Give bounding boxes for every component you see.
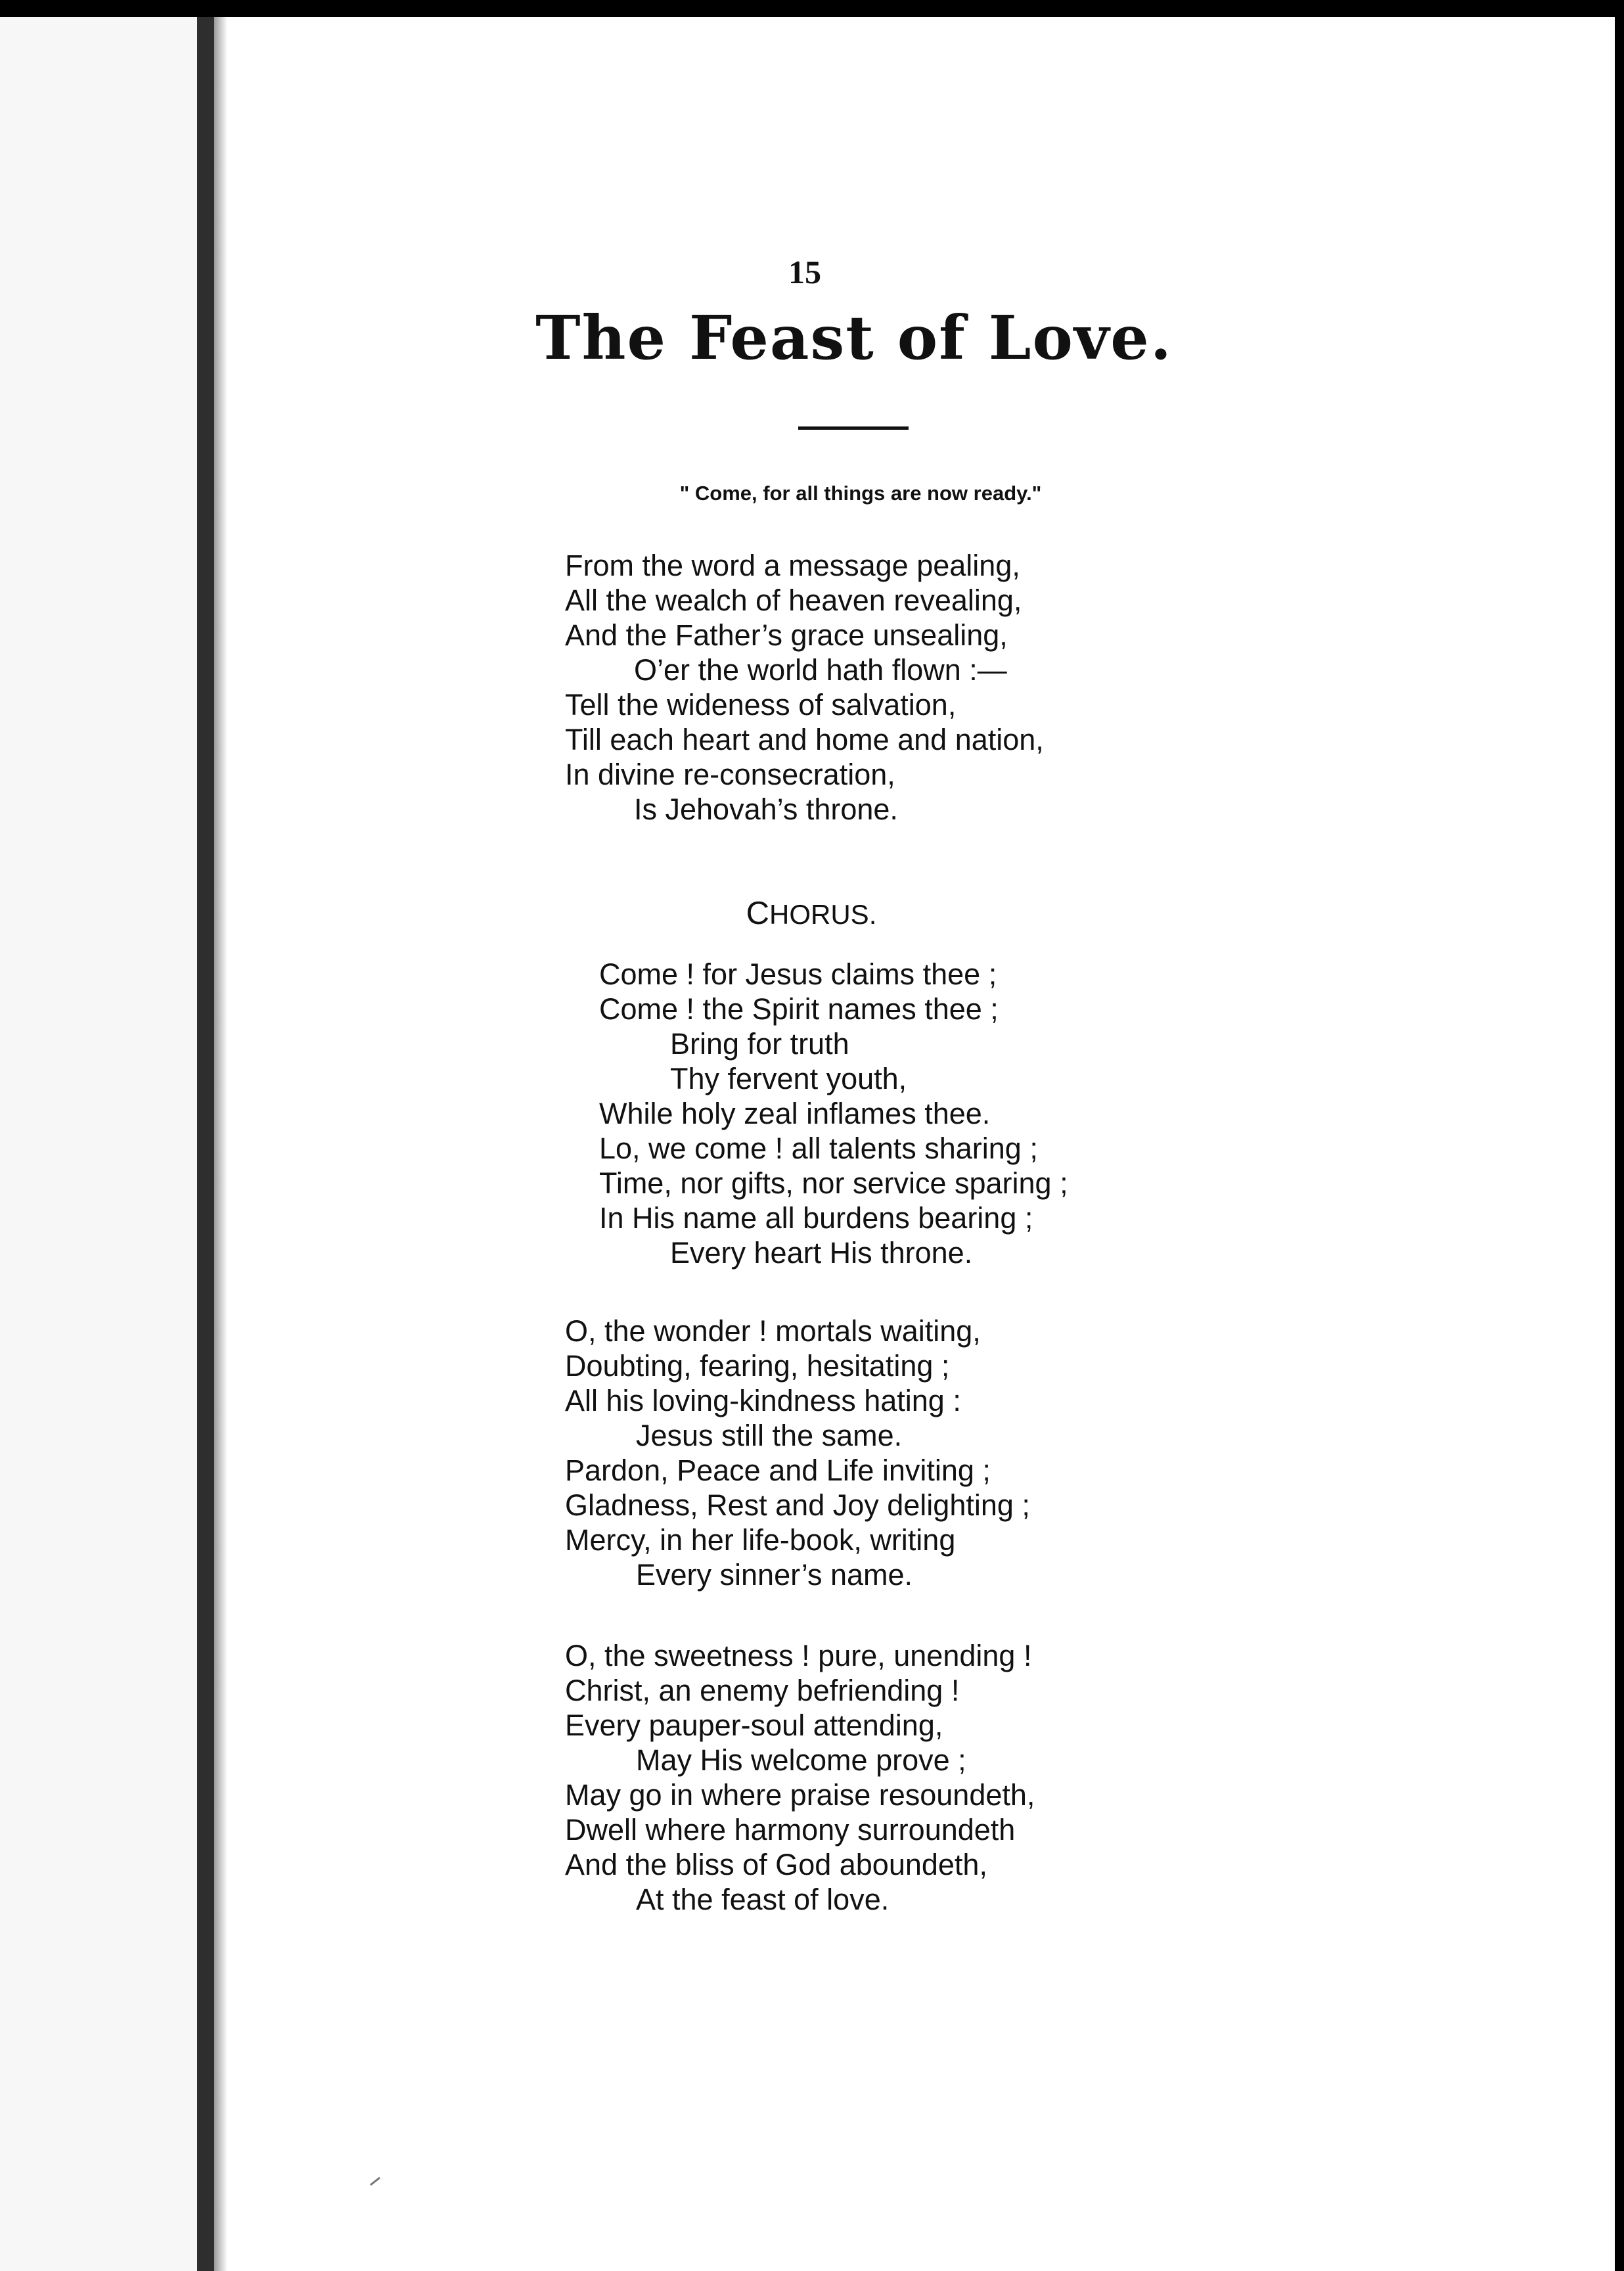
verse-line: And the Father’s grace unsealing,	[565, 618, 1008, 652]
stray-pencil-mark	[370, 2177, 380, 2186]
title-rule	[798, 426, 909, 430]
verse-line: Doubting, fearing, hesitating ;	[565, 1349, 950, 1383]
chorus-line: While holy zeal inflames thee.	[599, 1097, 991, 1130]
scan-top-border	[0, 0, 1624, 17]
chorus-line: Lo, we come ! all talents sharing ;	[599, 1132, 1038, 1165]
verse-line: Every pauper-soul attending,	[565, 1709, 943, 1742]
verse-line: Christ, an enemy befriending !	[565, 1674, 960, 1707]
verse-line: Is Jehovah’s throne.	[634, 792, 898, 826]
chorus-line: Come ! for Jesus claims thee ;	[599, 957, 997, 991]
verse-line: From the word a message pealing,	[565, 549, 1020, 582]
verse-line: Jesus still the same.	[636, 1419, 903, 1452]
verse-line: Pardon, Peace and Life inviting ;	[565, 1454, 991, 1487]
facing-page-edge	[0, 17, 197, 2271]
verse-line: Gladness, Rest and Joy delighting ;	[565, 1488, 1030, 1522]
verse-line: O, the wonder ! mortals waiting,	[565, 1314, 981, 1348]
epigraph: " Come, for all things are now ready."	[679, 482, 1042, 505]
chorus-line: Time, nor gifts, nor service sparing ;	[599, 1166, 1068, 1200]
chorus-line: Come ! the Spirit names thee ;	[599, 992, 999, 1026]
verse-line: Till each heart and home and nation,	[565, 723, 1044, 756]
verse-line: All his loving-kindness hating :	[565, 1384, 961, 1417]
chorus-line: Every heart His throne.	[670, 1236, 973, 1270]
scan-right-border	[1615, 17, 1624, 2271]
verse-line: O, the sweetness ! pure, unending !	[565, 1639, 1032, 1672]
chorus-line: Bring for truth	[670, 1027, 849, 1061]
verse-line: Every sinner’s name.	[636, 1558, 913, 1592]
chorus-line: In His name all burdens bearing ;	[599, 1201, 1033, 1235]
verse-line: And the bliss of God aboundeth,	[565, 1848, 987, 1881]
verse-line: May go in where praise resoundeth,	[565, 1778, 1035, 1812]
verse-line: Mercy, in her life-book, writing	[565, 1523, 956, 1557]
chorus-line: Thy fervent youth,	[670, 1062, 907, 1095]
verse-line: O’er the world hath flown :—	[634, 653, 1007, 687]
verse-line: All the wealch of heaven revealing,	[565, 584, 1022, 617]
page-number: 15	[788, 254, 821, 290]
verse-line: Dwell where harmony surroundeth	[565, 1813, 1016, 1847]
hymn-title: The Feast of Love.	[535, 302, 1173, 373]
verse-line: Tell the wideness of salvation,	[565, 688, 957, 722]
verse-line: At the feast of love.	[636, 1883, 890, 1916]
chorus-heading: CHORUS.	[746, 896, 877, 931]
verse-line: May His welcome prove ;	[636, 1743, 966, 1777]
gutter-shadow	[214, 17, 227, 2271]
verse-line: In divine re-consecration,	[565, 758, 895, 791]
book-spine-gutter	[197, 17, 214, 2271]
